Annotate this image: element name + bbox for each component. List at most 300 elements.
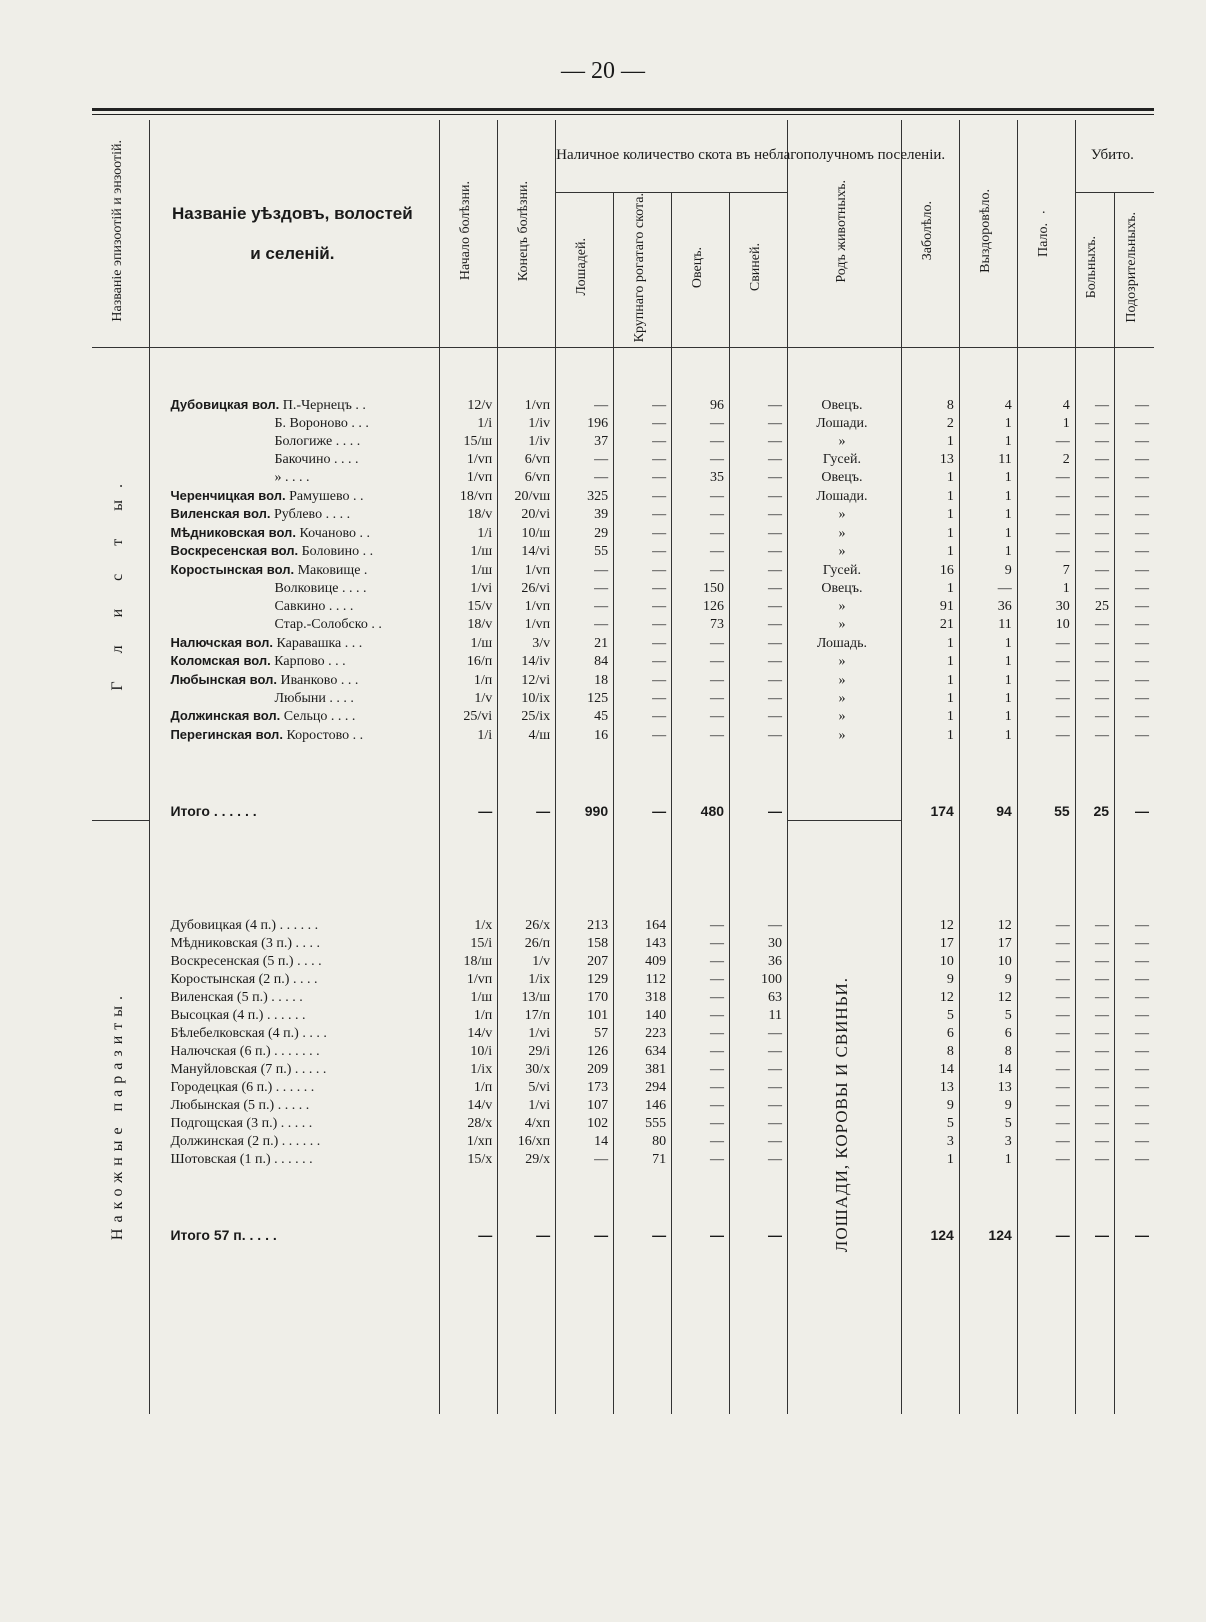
volost-name: Черенчицкая вол. bbox=[170, 487, 286, 503]
col-place-name: Названіе уѣздовъ, волостей и селеній. bbox=[150, 120, 440, 348]
cell-pigs: — bbox=[730, 1060, 788, 1078]
cell-died: — bbox=[1017, 1006, 1075, 1024]
spacer-cell bbox=[1115, 1244, 1154, 1414]
cell-rec: 1 bbox=[959, 726, 1017, 745]
cell-pigs: — bbox=[730, 1114, 788, 1132]
spacer-cell bbox=[959, 1168, 1017, 1218]
spacer-cell bbox=[959, 820, 1017, 916]
cell-ill: 6 bbox=[901, 1024, 959, 1042]
cell-sick: — bbox=[1075, 652, 1114, 671]
cell-start: 1/vп bbox=[440, 469, 498, 487]
table-row bbox=[92, 1132, 1154, 1150]
cell-sick: — bbox=[1075, 1078, 1114, 1096]
cell-ill: 1 bbox=[901, 580, 959, 598]
cell-died: 1 bbox=[1017, 415, 1075, 433]
cell-start: 14/v bbox=[440, 1024, 498, 1042]
table-row bbox=[92, 1078, 1154, 1096]
total-sheep: 480 bbox=[672, 794, 730, 820]
village-name: Савкино . . . . bbox=[274, 598, 354, 614]
cell-sick: — bbox=[1075, 916, 1114, 934]
cell-cattle: 112 bbox=[614, 970, 672, 988]
spacer-cell bbox=[498, 744, 556, 794]
cell-pigs: — bbox=[730, 598, 788, 616]
cell-sick: — bbox=[1075, 1150, 1114, 1168]
cell-horses: — bbox=[556, 469, 614, 487]
table-row bbox=[92, 916, 1154, 934]
cell-horses: 37 bbox=[556, 433, 614, 451]
cell-start: 14/v bbox=[440, 1096, 498, 1114]
cell-sheep: — bbox=[672, 707, 730, 726]
total-kind bbox=[788, 794, 902, 820]
cell-died: — bbox=[1017, 1024, 1075, 1042]
spacer-cell bbox=[556, 744, 614, 794]
place-cell: Подгощская (3 п.) . . . . . bbox=[150, 1114, 440, 1132]
cell-susp: — bbox=[1115, 652, 1154, 671]
cell-rec: 1 bbox=[959, 652, 1017, 671]
cell-cattle: 634 bbox=[614, 1042, 672, 1060]
village-name: Любыни . . . . bbox=[274, 690, 354, 706]
cell-sick: — bbox=[1075, 1096, 1114, 1114]
cell-horses: 29 bbox=[556, 524, 614, 543]
cell-kind: » bbox=[788, 598, 902, 616]
spacer-cell bbox=[614, 820, 672, 916]
cell-susp: — bbox=[1115, 542, 1154, 561]
cell-cattle: 409 bbox=[614, 952, 672, 970]
cell-start: 10/i bbox=[440, 1042, 498, 1060]
cell-rec: 1 bbox=[959, 469, 1017, 487]
spacer-cell bbox=[672, 1168, 730, 1218]
cell-start: 18/ш bbox=[440, 952, 498, 970]
cell-start: 1/v bbox=[440, 689, 498, 707]
cell-susp: — bbox=[1115, 1042, 1154, 1060]
cell-ill: 1 bbox=[901, 634, 959, 653]
cell-pigs: — bbox=[730, 652, 788, 671]
cell-end: 6/vп bbox=[498, 451, 556, 469]
section-label-parasites: Накожные паразиты. bbox=[92, 820, 150, 1414]
cell-died: — bbox=[1017, 524, 1075, 543]
cell-pigs: — bbox=[730, 561, 788, 580]
place-cell bbox=[150, 524, 440, 543]
village-name: Рублево . . . . bbox=[273, 507, 351, 523]
cell-died: — bbox=[1017, 1042, 1075, 1060]
cell-ill: 12 bbox=[901, 988, 959, 1006]
cell-sick: 25 bbox=[1075, 598, 1114, 616]
cell-start: 1/xп bbox=[440, 1132, 498, 1150]
cell-susp: — bbox=[1115, 1114, 1154, 1132]
cell-cattle: — bbox=[614, 707, 672, 726]
table-row bbox=[92, 1006, 1154, 1024]
total-horses: 990 bbox=[556, 794, 614, 820]
cell-rec: — bbox=[959, 580, 1017, 598]
cell-horses: 207 bbox=[556, 952, 614, 970]
cell-rec: 9 bbox=[959, 1096, 1017, 1114]
cell-start: 1/vп bbox=[440, 451, 498, 469]
place-cell bbox=[150, 634, 440, 653]
cell-susp: — bbox=[1115, 934, 1154, 952]
place-cell: Коростынская (2 п.) . . . . bbox=[150, 970, 440, 988]
total-start: — bbox=[440, 1218, 498, 1244]
cell-ill: 2 bbox=[901, 415, 959, 433]
cell-rec: 1 bbox=[959, 505, 1017, 524]
cell-kind: » bbox=[788, 726, 902, 745]
cell-sick: — bbox=[1075, 707, 1114, 726]
total-susp: — bbox=[1115, 794, 1154, 820]
place-cell: Должинская (2 п.) . . . . . . bbox=[150, 1132, 440, 1150]
col-suspicious: Подозрительныхъ. bbox=[1115, 192, 1154, 348]
cell-ill: 1 bbox=[901, 433, 959, 451]
section-label-glisty: Г л и с т ы. bbox=[92, 348, 150, 821]
cell-died: — bbox=[1017, 505, 1075, 524]
cell-kind: » bbox=[788, 505, 902, 524]
village-name: Бологиже . . . . bbox=[274, 433, 361, 449]
cell-ill: 13 bbox=[901, 451, 959, 469]
cell-horses: — bbox=[556, 616, 614, 634]
table-row bbox=[92, 396, 1154, 415]
cell-ill: 1 bbox=[901, 671, 959, 690]
cell-ill: 1 bbox=[901, 652, 959, 671]
table-row bbox=[92, 598, 1154, 616]
cell-rec: 36 bbox=[959, 598, 1017, 616]
cell-ill: 8 bbox=[901, 1042, 959, 1060]
col-recovered: Выздоровѣло. bbox=[959, 120, 1017, 348]
cell-horses: 129 bbox=[556, 970, 614, 988]
place-cell bbox=[150, 671, 440, 690]
cell-rec: 17 bbox=[959, 934, 1017, 952]
cell-end: 1/vп bbox=[498, 598, 556, 616]
spacer-cell bbox=[440, 820, 498, 916]
cell-sick: — bbox=[1075, 970, 1114, 988]
cell-end: 29/i bbox=[498, 1042, 556, 1060]
spacer-cell bbox=[730, 348, 788, 396]
cell-died: — bbox=[1017, 1150, 1075, 1168]
cell-pigs: — bbox=[730, 634, 788, 653]
cell-horses: — bbox=[556, 1150, 614, 1168]
spacer-cell bbox=[440, 1168, 498, 1218]
spacer-cell bbox=[498, 820, 556, 916]
spacer-cell bbox=[1075, 1168, 1114, 1218]
cell-rec: 5 bbox=[959, 1114, 1017, 1132]
cell-sheep: — bbox=[672, 934, 730, 952]
cell-end: 12/vi bbox=[498, 671, 556, 690]
cell-start: 1/i bbox=[440, 415, 498, 433]
village-name: Рамушево . . bbox=[289, 488, 364, 504]
cell-pigs: — bbox=[730, 415, 788, 433]
spacer-cell bbox=[556, 820, 614, 916]
village-name: Сельцо . . . . bbox=[283, 709, 356, 725]
place-cell bbox=[150, 598, 440, 616]
spacer-cell bbox=[672, 1244, 730, 1414]
cell-sheep: — bbox=[672, 1006, 730, 1024]
cell-start: 15/v bbox=[440, 598, 498, 616]
place-cell bbox=[150, 689, 440, 707]
cell-rec: 13 bbox=[959, 1078, 1017, 1096]
cell-sick: — bbox=[1075, 689, 1114, 707]
cell-start: 1/i bbox=[440, 726, 498, 745]
cell-start: 18/v bbox=[440, 616, 498, 634]
cell-sheep: — bbox=[672, 487, 730, 506]
cell-sheep: — bbox=[672, 1132, 730, 1150]
spacer-cell bbox=[1017, 1244, 1075, 1414]
cell-died: 4 bbox=[1017, 396, 1075, 415]
place-cell bbox=[150, 505, 440, 524]
cell-start: 28/x bbox=[440, 1114, 498, 1132]
cell-rec: 8 bbox=[959, 1042, 1017, 1060]
village-name: » . . . . bbox=[274, 469, 310, 485]
cell-kind: » bbox=[788, 671, 902, 690]
cell-rec: 1 bbox=[959, 487, 1017, 506]
cell-horses: 102 bbox=[556, 1114, 614, 1132]
cell-start: 1/ix bbox=[440, 1060, 498, 1078]
cell-kind: » bbox=[788, 616, 902, 634]
cell-pigs: — bbox=[730, 1042, 788, 1060]
cell-start: 1/x bbox=[440, 916, 498, 934]
place-cell bbox=[150, 415, 440, 433]
cell-end: 10/ix bbox=[498, 689, 556, 707]
village-name: Волковице . . . . bbox=[274, 580, 367, 596]
cell-sick: — bbox=[1075, 415, 1114, 433]
cell-horses: — bbox=[556, 451, 614, 469]
spacer-cell bbox=[1115, 744, 1154, 794]
spacer-cell bbox=[498, 1244, 556, 1414]
cell-start: 1/ш bbox=[440, 988, 498, 1006]
cell-end: 26/vi bbox=[498, 580, 556, 598]
total-cattle: — bbox=[614, 1218, 672, 1244]
cell-end: 25/ix bbox=[498, 707, 556, 726]
cell-rec: 5 bbox=[959, 1006, 1017, 1024]
cell-ill: 21 bbox=[901, 616, 959, 634]
cell-kind: Гусей. bbox=[788, 451, 902, 469]
cell-end: 17/п bbox=[498, 1006, 556, 1024]
table-row bbox=[92, 451, 1154, 469]
cell-died: — bbox=[1017, 652, 1075, 671]
cell-sick: — bbox=[1075, 469, 1114, 487]
cell-ill: 3 bbox=[901, 1132, 959, 1150]
spacer-cell bbox=[1017, 744, 1075, 794]
cell-susp: — bbox=[1115, 433, 1154, 451]
table-row bbox=[92, 524, 1154, 543]
cell-died: — bbox=[1017, 1060, 1075, 1078]
cell-horses: 170 bbox=[556, 988, 614, 1006]
cell-ill: 13 bbox=[901, 1078, 959, 1096]
total-start: — bbox=[440, 794, 498, 820]
table-row bbox=[92, 1024, 1154, 1042]
spacer-cell bbox=[901, 744, 959, 794]
cell-died: — bbox=[1017, 1132, 1075, 1150]
total-row bbox=[92, 794, 1154, 820]
cell-cattle: — bbox=[614, 598, 672, 616]
total-pigs: — bbox=[730, 1218, 788, 1244]
total-rec: 94 bbox=[959, 794, 1017, 820]
col-horses: Лошадей. bbox=[556, 192, 614, 348]
table-row bbox=[92, 505, 1154, 524]
cell-horses: 125 bbox=[556, 689, 614, 707]
spacer-cell bbox=[150, 348, 440, 396]
spacer-cell bbox=[614, 1244, 672, 1414]
cell-end: 1/vi bbox=[498, 1024, 556, 1042]
spacer-cell bbox=[901, 820, 959, 916]
cell-sheep: 126 bbox=[672, 598, 730, 616]
cell-horses: 107 bbox=[556, 1096, 614, 1114]
village-name: Бакочино . . . . bbox=[274, 451, 359, 467]
col-livestock-group: Наличное количество скота въ неблагополучномъ поселеніи. bbox=[556, 120, 788, 192]
cell-horses: 21 bbox=[556, 634, 614, 653]
cell-start: 15/i bbox=[440, 934, 498, 952]
cell-pigs: — bbox=[730, 469, 788, 487]
cell-horses: 18 bbox=[556, 671, 614, 690]
cell-kind: Овецъ. bbox=[788, 396, 902, 415]
place-cell: Высоцкая (4 п.) . . . . . . bbox=[150, 1006, 440, 1024]
cell-start: 16/п bbox=[440, 652, 498, 671]
cell-sheep: — bbox=[672, 652, 730, 671]
cell-died: — bbox=[1017, 487, 1075, 506]
cell-cattle: — bbox=[614, 652, 672, 671]
cell-cattle: — bbox=[614, 561, 672, 580]
volost-name: Дубовицкая вол. bbox=[170, 396, 280, 412]
cell-end: 1/v bbox=[498, 952, 556, 970]
top-rule-thin bbox=[92, 114, 1154, 115]
cell-horses: 196 bbox=[556, 415, 614, 433]
table-row bbox=[92, 970, 1154, 988]
cell-sheep: — bbox=[672, 524, 730, 543]
table-row bbox=[92, 1096, 1154, 1114]
cell-cattle: 80 bbox=[614, 1132, 672, 1150]
cell-end: 1/iv bbox=[498, 433, 556, 451]
cell-susp: — bbox=[1115, 415, 1154, 433]
cell-sheep: — bbox=[672, 542, 730, 561]
cell-sick: — bbox=[1075, 505, 1114, 524]
spacer-cell bbox=[440, 744, 498, 794]
spacer-row bbox=[92, 744, 1154, 794]
cell-susp: — bbox=[1115, 524, 1154, 543]
cell-cattle: — bbox=[614, 469, 672, 487]
cell-susp: — bbox=[1115, 598, 1154, 616]
col-start: Начало болѣзни. bbox=[440, 120, 498, 348]
cell-susp: — bbox=[1115, 1024, 1154, 1042]
cell-kind: Лошадь. bbox=[788, 634, 902, 653]
cell-sick: — bbox=[1075, 952, 1114, 970]
cell-rec: 9 bbox=[959, 970, 1017, 988]
cell-horses: 14 bbox=[556, 1132, 614, 1150]
cell-susp: — bbox=[1115, 952, 1154, 970]
cell-cattle: 71 bbox=[614, 1150, 672, 1168]
total-died: 55 bbox=[1017, 794, 1075, 820]
cell-rec: 11 bbox=[959, 451, 1017, 469]
cell-sheep: — bbox=[672, 1060, 730, 1078]
spacer-cell bbox=[1075, 1244, 1114, 1414]
cell-susp: — bbox=[1115, 1006, 1154, 1024]
cell-horses: 325 bbox=[556, 487, 614, 506]
total-susp: — bbox=[1115, 1218, 1154, 1244]
cell-sheep: — bbox=[672, 505, 730, 524]
cell-kind: » bbox=[788, 433, 902, 451]
spacer-cell bbox=[614, 348, 672, 396]
cell-end: 1/vi bbox=[498, 1096, 556, 1114]
cell-died: — bbox=[1017, 634, 1075, 653]
cell-start: 1/i bbox=[440, 524, 498, 543]
cell-susp: — bbox=[1115, 1096, 1154, 1114]
cell-end: 3/v bbox=[498, 634, 556, 653]
spacer-row bbox=[92, 1244, 1154, 1414]
cell-start: 1/ш bbox=[440, 561, 498, 580]
cell-horses: 57 bbox=[556, 1024, 614, 1042]
village-name: Б. Вороново . . . bbox=[274, 415, 369, 431]
cell-pigs: — bbox=[730, 524, 788, 543]
cell-ill: 17 bbox=[901, 934, 959, 952]
table-row bbox=[92, 671, 1154, 690]
cell-cattle: 146 bbox=[614, 1096, 672, 1114]
cell-sheep: 150 bbox=[672, 580, 730, 598]
cell-sick: — bbox=[1075, 524, 1114, 543]
cell-start: 18/vп bbox=[440, 487, 498, 506]
cell-rec: 1 bbox=[959, 1150, 1017, 1168]
spacer-cell bbox=[1115, 820, 1154, 916]
cell-start: 1/vi bbox=[440, 580, 498, 598]
cell-sick: — bbox=[1075, 1024, 1114, 1042]
col-end: Конецъ болѣзни. bbox=[498, 120, 556, 348]
cell-cattle: — bbox=[614, 451, 672, 469]
cell-sick: — bbox=[1075, 542, 1114, 561]
cell-died: — bbox=[1017, 671, 1075, 690]
total-row bbox=[92, 1218, 1154, 1244]
cell-pigs: — bbox=[730, 487, 788, 506]
cell-cattle: 381 bbox=[614, 1060, 672, 1078]
table-row bbox=[92, 689, 1154, 707]
cell-ill: 91 bbox=[901, 598, 959, 616]
cell-sick: — bbox=[1075, 634, 1114, 653]
cell-kind: » bbox=[788, 689, 902, 707]
spacer-cell bbox=[730, 1168, 788, 1218]
table-row bbox=[92, 1060, 1154, 1078]
cell-ill: 16 bbox=[901, 561, 959, 580]
cell-sheep: — bbox=[672, 561, 730, 580]
cell-died: — bbox=[1017, 689, 1075, 707]
cell-horses: 213 bbox=[556, 916, 614, 934]
cell-kind: » bbox=[788, 652, 902, 671]
table-row bbox=[92, 580, 1154, 598]
cell-end: 26/x bbox=[498, 916, 556, 934]
cell-died: — bbox=[1017, 952, 1075, 970]
cell-cattle: — bbox=[614, 415, 672, 433]
cell-start: 15/x bbox=[440, 1150, 498, 1168]
cell-pigs: — bbox=[730, 505, 788, 524]
spacer-cell bbox=[730, 820, 788, 916]
cell-end: 14/iv bbox=[498, 652, 556, 671]
cell-rec: 12 bbox=[959, 988, 1017, 1006]
cell-sick: — bbox=[1075, 561, 1114, 580]
cell-start: 1/п bbox=[440, 1078, 498, 1096]
cell-died: — bbox=[1017, 707, 1075, 726]
cell-horses: 173 bbox=[556, 1078, 614, 1096]
cell-end: 29/x bbox=[498, 1150, 556, 1168]
cell-pigs: — bbox=[730, 707, 788, 726]
cell-ill: 1 bbox=[901, 1150, 959, 1168]
cell-end: 5/vi bbox=[498, 1078, 556, 1096]
col-disease-name: Названіе эпизоотій и энзоотій. bbox=[92, 120, 150, 348]
cell-end: 1/vп bbox=[498, 396, 556, 415]
volost-name: Коломская вол. bbox=[170, 653, 271, 669]
village-name: Иванково . . . bbox=[280, 672, 359, 688]
cell-horses: — bbox=[556, 580, 614, 598]
spacer-cell bbox=[1075, 820, 1114, 916]
cell-end: 1/vп bbox=[498, 561, 556, 580]
table-row bbox=[92, 634, 1154, 653]
cell-susp: — bbox=[1115, 1132, 1154, 1150]
col-sheep: Овецъ. bbox=[672, 192, 730, 348]
col-pigs: Свиней. bbox=[730, 192, 788, 348]
total-rec: 124 bbox=[959, 1218, 1017, 1244]
cell-sheep: — bbox=[672, 952, 730, 970]
cell-pigs: 36 bbox=[730, 952, 788, 970]
